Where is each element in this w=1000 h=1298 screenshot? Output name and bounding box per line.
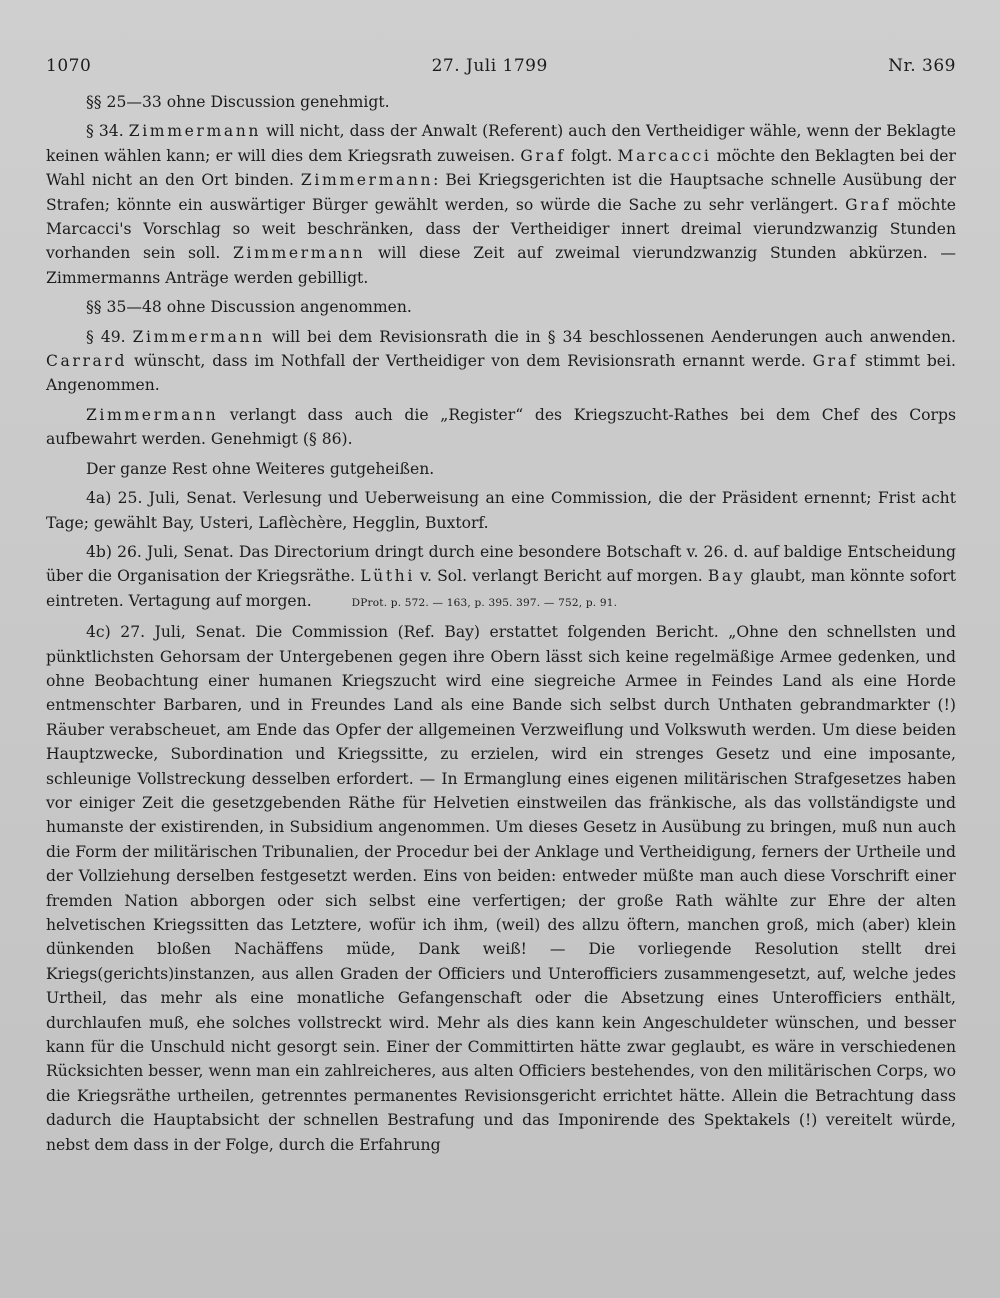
- speaker-name: Zimmermann: [86, 405, 219, 424]
- text-run: 4b) 26. Juli, Senat. Das Directorium dringt durch eine besondere Botschaft v. 26. d. auf baldige Entscheidung über die Organisation der Kriegsräthe.: [46, 542, 956, 586]
- page-header: [46, 56, 956, 76]
- text-run: : Bei Kriegsgerichten ist die Hauptsache schnelle Ausübung der Strafen; könnte ein auswärtiger Bürger gewählt werden, so würde die Sache zu sehr verlängert.: [46, 171, 956, 214]
- header-date: 27. Juli 1799: [431, 56, 548, 76]
- text-run: wünscht, dass im Nothfall der Vertheidiger von dem Revisionsrath ernannt werde.: [133, 352, 806, 371]
- text-run: v. Sol. verlangt Bericht auf morgen.: [420, 567, 703, 586]
- paragraph-9: 4c) 27. Juli, Senat. Die Commission (Ref. Bay) erstattet folgenden Bericht. „Ohne den schnellsten und pünktlichsten Gehorsam der Untergebenen gegen ihre Obern lässt sich keine regelmäßige Armee gedenken, und ohne Beobachtung einer humanen Kriegszucht wird eine siegreiche Armee in Feindes Land als eine Horde entmenschter Barbaren, und in Freundes Land als eine Bande sich selbst durch Unthaten gebrandmarkter (!) Räuber verabscheuet, am Ende das Opfer der allgemeinen Verzweiflung und Volkswuth werden. Um diese beiden Hauptzwecke, Subordination und Kriegssitte, zu erzielen, wird ein strenges Gesetz und eine imposante, schleunige Vollstreckung desselben erfordert. — In Ermanglung eines eigenen militärischen Strafgesetzes haben vor einiger Zeit die gesetzgebenden Räthe für Helvetien einstweilen das fränkische, als das vollständigste und humanste der existirenden, in Subsidium angenommen. Um dieses Gesetz in Ausübung zu bringen, muß nun auch die Form der militärischen Tribunalien, der Procedur bei der Anklage und Vertheidigung, ferners der Urtheile und der Vollziehung derselben festgesetzt werden. Eins von beiden: entweder müßte man auch diese Vorschrift einer fremden Nation abborgen oder sich selbst eine verfertigen; der große Rath wählte zur Ehre der alten helvetischen Kriegssitten das Letztere, wofür ich ihm, (weil) des allzu öftern, manchen groß, mich (aber) klein dünkenden bloßen Nachäffens müde, Dank weiß! — Die vorliegende Resolution stellt drei Kriegs(gerichts)instanzen, aus allen Graden der Officiers und Unterofficiers zusammengesetzt, auf, welche jedes Urtheil, das mehr als eine monatliche Gefangenschaft oder die Absetzung eines Unterofficiers enthält, durchlaufen muß, ehe solches vollstreckt wird. Mehr als dies kann kein Angeschuldeter wünschen, und besser kann für die Unschuld nicht gesorgt sein. Einer der Committirten hätte zwar geglaubt, es wäre in verschiedenen Rücksichten besser, wenn man ein zahlreicheres, aus alten Officiers bestehendes, von den militärischen Corps, wo die Kriegsräthe urtheilen, getrenntes permanentes Revisionsgericht errichtet hätte. Allein die Betrachtung dass dadurch die Hauptabsicht der schnellen Bestrafung und das Imponirende des Spektakels (!) vereitelt würde, nebst dem dass in der Folge, durch die Erfahrung: [46, 623, 956, 1154]
- document-number: Nr. 369: [888, 56, 956, 76]
- paragraph-5: [46, 403, 956, 452]
- paragraph-7: 4a) 25. Juli, Senat. Verlesung und Ueberweisung an eine Commission, die der Präsident ernennt; Frist acht Tage; gewählt Bay, Usteri, Laflèchère, Hegglin, Buxtorf.: [46, 489, 956, 532]
- paragraph-3: §§ 35—48 ohne Discussion angenommen.: [86, 298, 412, 317]
- body-text: [46, 90, 956, 1157]
- text-run: verlangt dass auch die „Register“ des Kriegszucht-Rathes bei dem Chef des Corps aufbewahrt werden. Genehmigt (§ 86).: [46, 405, 956, 449]
- speaker-name: Zimmermann: [132, 327, 265, 346]
- section-ref: § 34.: [86, 122, 124, 141]
- speaker-name: Bay: [707, 567, 746, 586]
- speaker-name: Graf: [845, 195, 891, 214]
- paragraph-6: Der ganze Rest ohne Weiteres gutgeheißen.: [86, 459, 435, 478]
- speaker-name: Graf: [520, 146, 566, 165]
- speaker-name: Zimmermann: [128, 122, 262, 141]
- protocol-reference: DProt. p. 572. — 163, p. 395. 397. — 752, p. 91.: [351, 596, 618, 609]
- speaker-name: Zimmermann: [233, 244, 366, 263]
- text-run: folgt.: [570, 146, 613, 165]
- speaker-name: Marcacci: [617, 146, 712, 165]
- speaker-name: Carrard: [46, 352, 128, 371]
- paragraph-8: [46, 540, 956, 615]
- paragraph-1: §§ 25—33 ohne Discussion genehmigt.: [86, 93, 390, 111]
- paragraph-2: [46, 119, 956, 290]
- speaker-name: Lüthi: [360, 567, 415, 586]
- text-run: will nicht, dass der Anwalt (Referent) auch den Vertheidiger wähle, wenn der Beklagte keinen wählen kann; er will dies dem Kriegsrath zuweisen.: [46, 122, 956, 165]
- text-run: will bei dem Revisionsrath die in § 34 beschlossenen Aenderungen auch anwenden.: [271, 327, 956, 346]
- text-run: stimmt bei. Angenommen.: [46, 352, 956, 395]
- text-run: will diese Zeit auf zweimal vierundzwanzig Stunden abkürzen. — Zimmermanns Anträge werden gebilligt.: [46, 244, 956, 287]
- text-run: möchte den Beklagten bei der Wahl nicht an den Ort binden.: [46, 146, 956, 190]
- section-ref: § 49.: [86, 327, 126, 346]
- speaker-name: Zimmermann: [300, 171, 434, 190]
- speaker-name: Graf: [812, 352, 859, 371]
- text-run: glaubt, man könnte sofort eintreten. Vertagung auf morgen.: [46, 567, 957, 610]
- text-run: möchte Marcacci's Vorschlag so weit beschränken, dass der Vertheidiger innert dreimal vierundzwanzig Stunden vorhanden sein soll.: [46, 195, 956, 263]
- page-number: 1070: [46, 56, 92, 76]
- paragraph-4: [46, 325, 956, 398]
